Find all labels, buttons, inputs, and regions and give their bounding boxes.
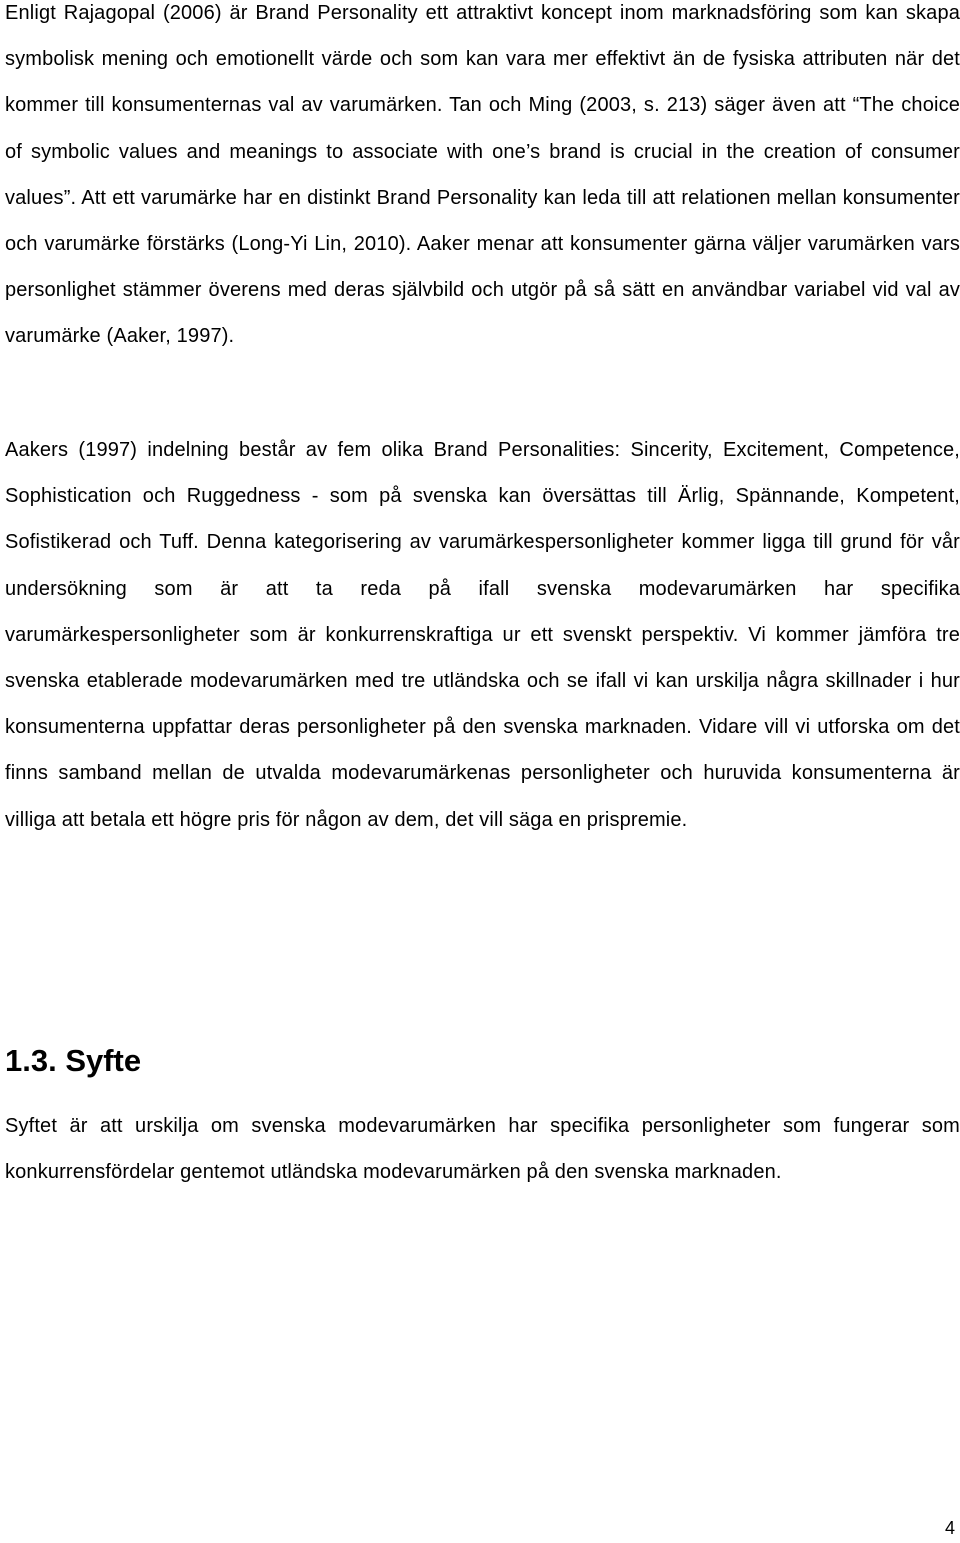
page-number: 4 <box>944 1518 955 1538</box>
body-paragraph-syfte: Syftet är att urskilja om svenska modevarumärken har specifika personligheter som fungerar som konkurrensfördelar gentemot utländska modevarumärken på den svenska marknaden. <box>5 1115 960 1184</box>
body-paragraph-brand-personality: Enligt Rajagopal (2006) är Brand Personality ett attraktivt koncept inom marknadsföring som kan skapa symbolisk mening och emotionellt värde och som kan vara mer effektivt än de fysiska attributen när det kommer till konsumenternas val av varumärken. Tan och Ming (2003, s. 213) säger även att “The choice of symbolic values and meanings to associate with one’s brand is crucial in the creation of consumer values”. Att ett varumärke har en distinkt Brand Personality kan leda till att relationen mellan konsumenter och varumärke förstärks (Long-Yi Lin, 2010). Aaker menar att konsumenter gärna väljer varumärken vars personlighet stämmer överens med deras självbild och utgör på så sätt en användbar variabel vid val av varumärke (Aaker, 1997). <box>5 2 960 348</box>
body-paragraph-aaker-dimensions: Aakers (1997) indelning består av fem olika Brand Personalities: Sincerity, Excitement, Competence, Sophistication och Ruggedness - som på svenska kan översättas till Ärlig, Spännande, Kompetent, Sofistikerad och Tuff. Denna kategorisering av varumärkespersonligheter kommer ligga till grund för vår undersökning som är att ta reda på ifall svenska modevarumärken har specifika varumärkespersonligheter som är konkurrenskraftiga ur ett svenskt perspektiv. Vi kommer jämföra tre svenska etablerade modevarumärken med tre utländska och se ifall vi kan urskilja några skillnader i hur konsumenterna uppfattar deras personligheter på den svenska marknaden. Vidare vill vi utforska om det finns samband mellan de utvalda modevarumärkenas personligheter och huruvida konsumenterna är villiga att betala ett högre pris för någon av dem, det vill säga en prispremie. <box>5 439 960 831</box>
section-heading-syfte: 1.3. Syfte <box>5 1043 142 1078</box>
